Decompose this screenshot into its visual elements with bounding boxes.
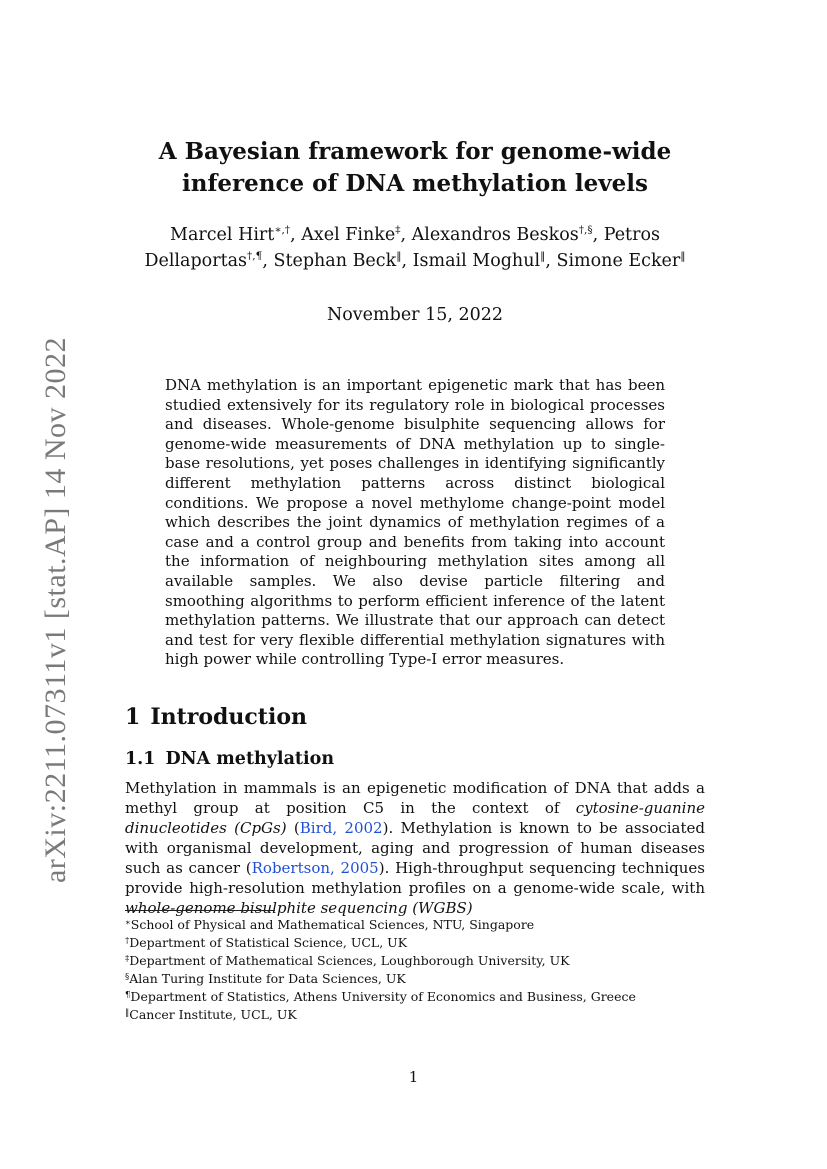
affiliation-mark: ‖ — [396, 250, 402, 262]
emphasis-term: cytosine-guanine dinucleotides (CpGs) — [125, 799, 705, 837]
body-paragraph — [125, 778, 705, 918]
footnote-text: Alan Turing Institute for Data Sciences, UK — [129, 971, 406, 986]
text-run: ). High-throughput sequencing techniques provide high-resolution methylation profiles on a genome-wide scale, with — [125, 859, 706, 897]
author-separator: , — [401, 251, 413, 271]
footnote — [125, 1006, 705, 1024]
author-separator: , — [400, 225, 412, 245]
emphasis-term: whole-genome bisulphite sequencing (WGBS) — [125, 899, 473, 917]
text-run: Methylation in mammals is an epigenetic modification of DNA that adds a methyl group at position C5 in the context of — [125, 779, 705, 817]
section-number: 1 — [125, 704, 141, 730]
publication-date: November 15, 2022 — [326, 305, 504, 325]
abstract-text: DNA methylation is an important epigenetic mark that has been studied extensively for its regulatory role in biological processes and diseases. Whole-genome bisulphite sequencing allows for genome-wide measurements of DNA methylation up to single-base resolutions, yet poses challenges in identifying significantly different methylation patterns across distinct biological conditions. We propose a novel methylome change-point model which describes the joint dynamics of methylation regimes of a case and a control group and benefits from taking into account the information of neighbouring methylation sites among all available samples. We also devise particle filtering and smoothing algorithms to perform efficient inference of the latent methylation patterns. We illustrate that our approach can detect and test for very flexible differential methylation signatures with high power while controlling Type-I error measures. — [165, 376, 665, 669]
footnote-text: Department of Statistics, Athens University of Economics and Business, Greece — [130, 989, 636, 1004]
abstract — [165, 376, 665, 670]
footnote — [125, 970, 705, 988]
footnote-text: Department of Mathematical Sciences, Loughborough University, UK — [129, 953, 570, 968]
footnote-mark: † — [125, 936, 130, 946]
subsection-heading — [125, 749, 334, 769]
text-run: ). Methylation is known to be associated with organismal development, aging and progression of human diseases such as cancer ( — [125, 819, 705, 877]
author-name: Axel Finke — [301, 225, 396, 245]
affiliation-mark: †,¶ — [247, 250, 263, 262]
paper-title — [120, 136, 710, 200]
subsection-number: 1.1 — [125, 749, 156, 769]
citation-link-bird[interactable]: Bird, 2002 — [299, 819, 383, 837]
title-line: inference of DNA methylation levels — [182, 170, 648, 197]
text-run: ( — [286, 819, 300, 837]
footnote — [125, 934, 705, 952]
subsection-title: DNA methylation — [165, 749, 335, 769]
author-separator: , Petros — [592, 225, 660, 245]
author-separator: , — [290, 225, 302, 245]
author-name: Dellaportas — [144, 251, 248, 271]
footnote — [125, 988, 705, 1006]
footnote — [125, 916, 705, 934]
citation-link-robertson[interactable]: Robertson, 2005 — [251, 859, 379, 877]
footnote-mark: ∗ — [125, 918, 131, 928]
author-separator: , — [545, 251, 557, 271]
affiliation-mark: ∗,† — [274, 224, 291, 236]
affiliation-mark: ‡ — [395, 224, 401, 236]
footnote-mark: ‡ — [125, 954, 130, 964]
footnote-text: Cancer Institute, UCL, UK — [129, 1007, 297, 1022]
author-name: Simone Ecker — [556, 251, 681, 271]
arxiv-identifier: arXiv:2211.07311v1 [stat.AP] 14 Nov 2022 — [39, 336, 72, 884]
author-line — [120, 222, 710, 248]
section-heading — [125, 704, 307, 730]
title-line: A Bayesian framework for genome-wide — [158, 138, 672, 165]
affiliation-mark: ‖ — [540, 250, 546, 262]
section-title: Introduction — [150, 704, 307, 730]
author-name: Ismail Moghul — [412, 251, 541, 271]
author-list — [120, 222, 710, 274]
footnote — [125, 952, 705, 970]
author-name: Marcel Hirt — [170, 225, 275, 245]
footnote-mark: ‖ — [125, 1008, 130, 1018]
footnotes — [125, 910, 705, 1024]
footnote-rule — [125, 910, 275, 911]
author-name: Stephan Beck — [273, 251, 397, 271]
footnote-text: School of Physical and Mathematical Sciences, NTU, Singapore — [130, 917, 535, 932]
author-line — [120, 248, 710, 274]
affiliation-mark: ‖ — [680, 250, 686, 262]
page-number: 1 — [408, 1068, 419, 1086]
author-separator: , — [262, 251, 274, 271]
author-name: Alexandros Beskos — [411, 225, 579, 245]
footnote-text: Department of Statistical Science, UCL, UK — [129, 935, 408, 950]
affiliation-mark: †,§ — [578, 224, 593, 236]
footnote-mark: § — [125, 972, 130, 982]
paragraph — [125, 778, 705, 918]
footnote-mark: ¶ — [125, 990, 131, 1000]
